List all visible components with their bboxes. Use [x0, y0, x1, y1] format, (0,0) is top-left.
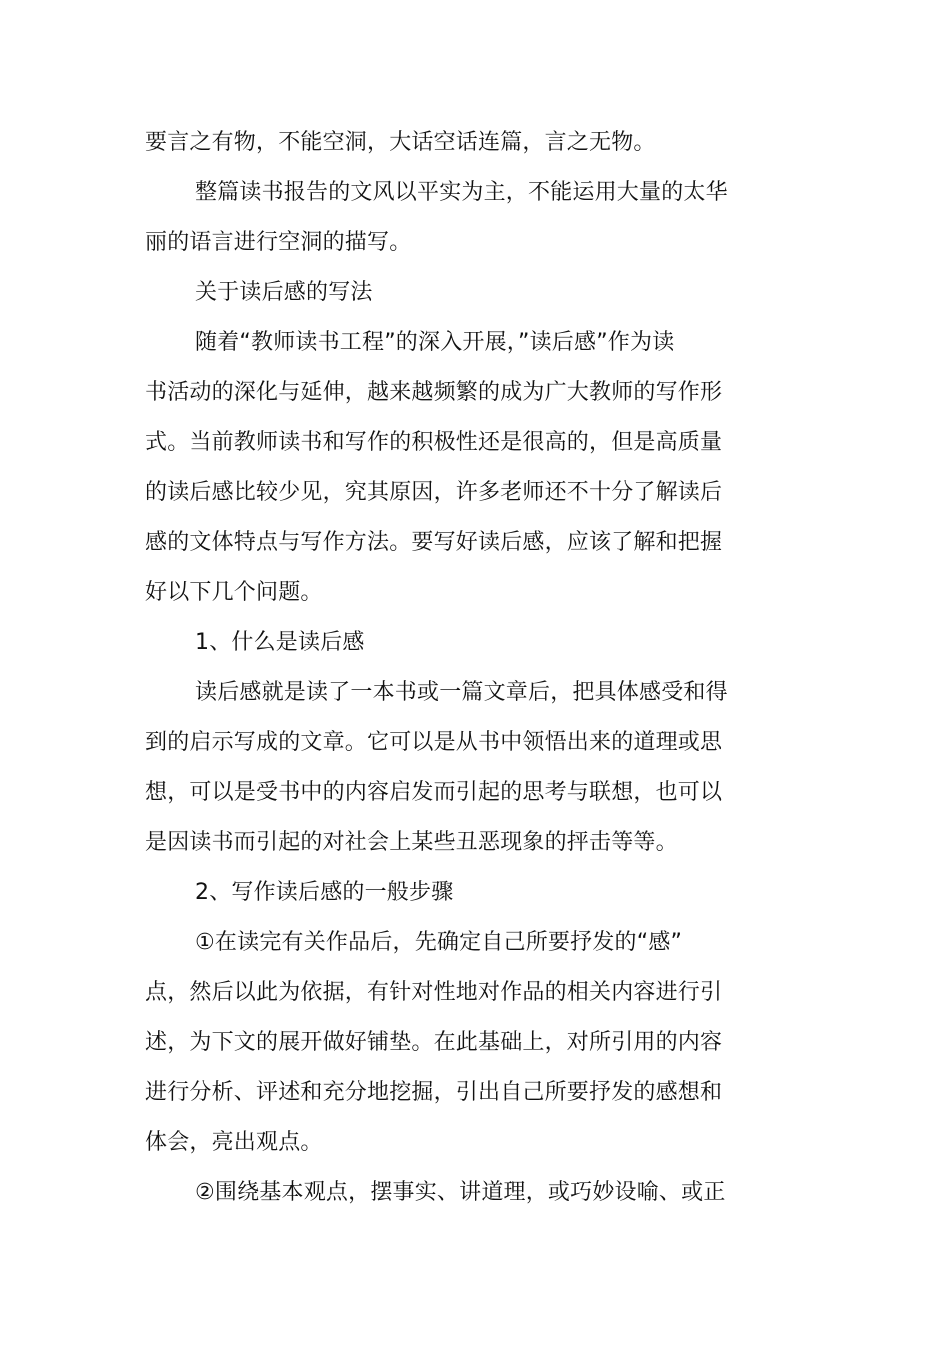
subsection-heading: 1、什么是读后感 — [195, 630, 365, 655]
text-line: 书活动的深化与延伸，越来越频繁的成为广大教师的写作形 — [145, 380, 723, 405]
text-line: 进行分析、评述和充分地挖掘，引出自己所要抒发的感想和 — [145, 1080, 723, 1105]
text-line: 体会，亮出观点。 — [145, 1130, 323, 1155]
text-line: 是因读书而引起的对社会上某些丑恶现象的抨击等等。 — [145, 830, 678, 855]
subsection-heading: 2、写作读后感的一般步骤 — [195, 880, 454, 905]
text-line: 要言之有物，不能空洞，大话空话连篇，言之无物。 — [145, 130, 656, 155]
paragraph-start: 读后感就是读了一本书或一篇文章后，把具体感受和得 — [195, 680, 728, 705]
text-line: 好以下几个问题。 — [145, 580, 323, 605]
text-line: 式。当前教师读书和写作的积极性还是很高的，但是高质量 — [145, 430, 723, 455]
paragraph-start: 整篇读书报告的文风以平实为主，不能运用大量的太华 — [195, 180, 728, 205]
section-heading: 关于读后感的写法 — [195, 280, 373, 305]
paragraph-start: 随着“教师读书工程”的深入开展，”读后感”作为读 — [195, 330, 675, 355]
text-line: 到的启示写成的文章。它可以是从书中领悟出来的道理或思 — [145, 730, 723, 755]
paragraph-start: ①在读完有关作品后，先确定自己所要抒发的“感” — [195, 930, 683, 955]
text-line: 的读后感比较少见，究其原因，许多老师还不十分了解读后 — [145, 480, 723, 505]
text-line: 点，然后以此为依据，有针对性地对作品的相关内容进行引 — [145, 980, 723, 1005]
text-line: 丽的语言进行空洞的描写。 — [145, 230, 412, 255]
text-line: 想，可以是受书中的内容启发而引起的思考与联想，也可以 — [145, 780, 723, 805]
text-line: 感的文体特点与写作方法。要写好读后感，应该了解和把握 — [145, 530, 723, 555]
text-line: 述，为下文的展开做好铺垫。在此基础上，对所引用的内容 — [145, 1030, 723, 1055]
paragraph-start: ②围绕基本观点，摆事实、讲道理，或巧妙设喻、或正 — [195, 1180, 726, 1205]
document-body — [145, 118, 745, 1218]
